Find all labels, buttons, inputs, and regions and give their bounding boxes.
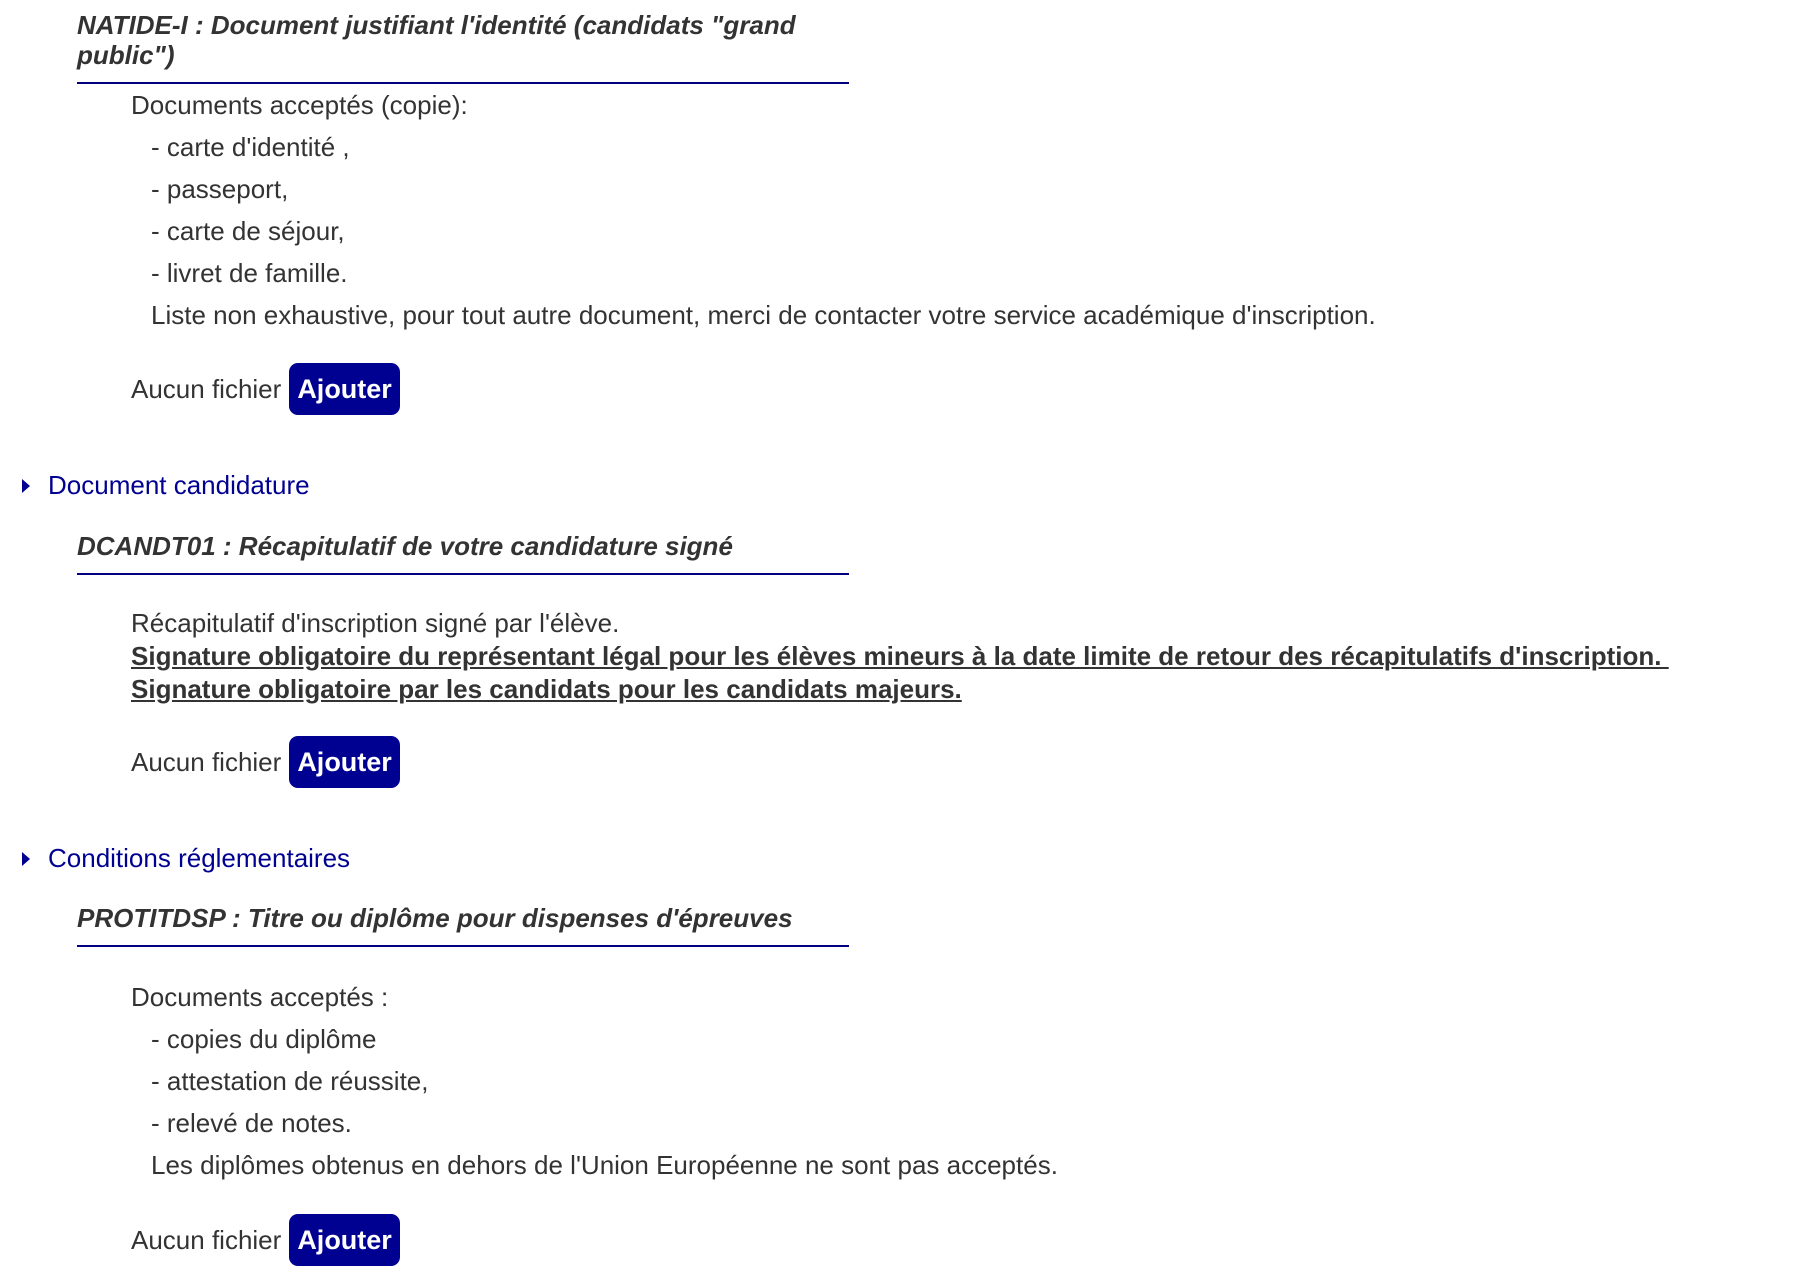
doc-description-protitdsp: [131, 976, 1058, 1186]
file-status: Aucun fichier: [131, 1224, 282, 1255]
add-file-button[interactable]: Ajouter: [289, 1214, 400, 1266]
doc-description-dcandt01: [131, 607, 1669, 706]
description-line: Documents acceptés (copie):: [131, 90, 468, 120]
description-line: Liste non exhaustive, pour tout autre document, merci de contacter votre service académique d'inscription.: [151, 300, 1376, 330]
file-status: Aucun fichier: [131, 746, 282, 777]
description-line: Récapitulatif d'inscription signé par l'élève.: [131, 608, 620, 638]
section-toggle-conditions-reglementaires[interactable]: [22, 843, 350, 874]
mandatory-signature-note: Signature obligatoire du représentant légal pour les élèves mineurs à la date limite de retour des récapitulatifs d'inscription.: [131, 641, 1669, 671]
mandatory-signature-note: Signature obligatoire par les candidats pour les candidats majeurs.: [131, 674, 962, 704]
caret-right-icon: [22, 479, 30, 493]
add-file-button[interactable]: Ajouter: [289, 363, 400, 415]
doc-title-natide: NATIDE-I : Document justifiant l'identité (candidats "grand public"): [77, 10, 849, 84]
doc-title-dcandt01: DCANDT01 : Récapitulatif de votre candidature signé: [77, 531, 849, 575]
section-toggle-document-candidature[interactable]: [22, 470, 310, 501]
description-line: - attestation de réussite,: [151, 1066, 429, 1096]
caret-right-icon: [22, 852, 30, 866]
add-file-button[interactable]: Ajouter: [289, 736, 400, 788]
description-line: - passeport,: [151, 174, 289, 204]
upload-row-natide: [131, 363, 400, 415]
description-line: - copies du diplôme: [151, 1024, 377, 1054]
description-line: - carte de séjour,: [151, 216, 345, 246]
description-line: - carte d'identité ,: [151, 132, 350, 162]
section-label: Document candidature: [48, 470, 310, 500]
section-label: Conditions réglementaires: [48, 843, 351, 873]
description-line: - livret de famille.: [151, 258, 348, 288]
doc-title-protitdsp: PROTITDSP : Titre ou diplôme pour dispenses d'épreuves: [77, 903, 849, 947]
upload-row-dcandt01: [131, 736, 400, 788]
description-line: - relevé de notes.: [151, 1108, 352, 1138]
upload-row-protitdsp: [131, 1214, 400, 1266]
doc-description-natide: [131, 84, 1376, 336]
description-line: Les diplômes obtenus en dehors de l'Union Européenne ne sont pas acceptés.: [151, 1150, 1058, 1180]
description-line: Documents acceptés :: [131, 982, 389, 1012]
file-status: Aucun fichier: [131, 373, 282, 404]
